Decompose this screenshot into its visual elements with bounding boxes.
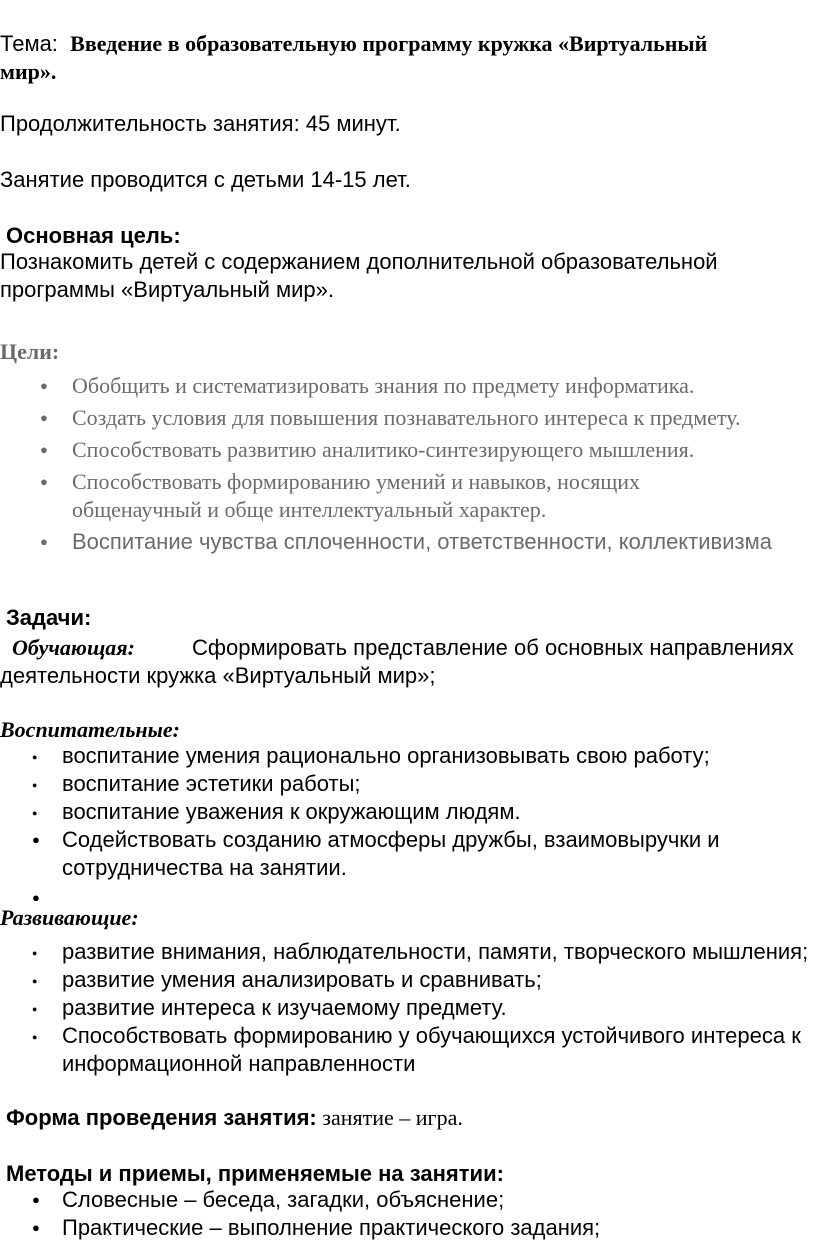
goal-item: Способствовать формированию умений и навыков, носящих [72, 469, 641, 494]
developing-item: развитие внимания, наблюдательности, памяти, творческого мышления; [62, 939, 809, 964]
developing-item: развитие интереса к изучаемому предмету. [62, 995, 507, 1020]
developing-item-cont: информационной направленности [62, 1051, 416, 1076]
tasks-heading: Задачи: [6, 605, 92, 630]
upbringing-item: Содействовать созданию атмосферы дружбы, взаимовыручки и [62, 827, 720, 852]
main-goal-line2: программы «Виртуальный мир». [0, 277, 334, 302]
bullet-icon [40, 372, 48, 403]
method-item: Практические – выполнение практического задания; [62, 1215, 601, 1240]
upbringing-item-cont: сотрудничества на занятии. [62, 855, 347, 880]
goal-item: Создать условия для повышения познавательного интереса к предмету. [72, 405, 741, 430]
developing-label: Развивающие: [0, 905, 139, 930]
methods-heading: Методы и приемы, применяемые на занятии: [6, 1161, 504, 1186]
main-goal-line1: Познакомить детей с содержанием дополнительной образовательной [0, 249, 718, 274]
bullet-icon [40, 404, 48, 435]
goal-item: Способствовать развитию аналитико-синтезирующего мышления. [72, 437, 695, 462]
goals-heading: Цели: [0, 339, 60, 364]
audience-text: Занятие проводится с детьми 14-15 лет. [0, 167, 411, 192]
educational-text: Сформировать представление об основных направлениях [192, 635, 794, 660]
bullet-icon [32, 1214, 40, 1245]
upbringing-label: Воспитательные: [0, 717, 180, 742]
topic-title-cont: мир». [0, 59, 57, 84]
bullet-icon [32, 1022, 37, 1054]
form-label: Форма проведения занятия: [6, 1105, 317, 1130]
upbringing-item: воспитание уважения к окружающим людям. [62, 799, 521, 824]
topic-line [0, 30, 707, 58]
developing-item: Способствовать формированию у обучающихся устойчивого интереса к [62, 1023, 801, 1048]
topic-title: Введение в образовательную программу кружка «Виртуальный [70, 31, 708, 56]
educational-line [12, 634, 135, 662]
goal-item: Воспитание чувства сплоченности, ответственности, коллективизма [72, 529, 772, 554]
method-item: Словесные – беседа, загадки, объяснение; [62, 1187, 505, 1212]
main-goal-heading: Основная цель: [6, 223, 181, 248]
bullet-icon [32, 1186, 40, 1217]
goal-item-cont: общенаучный и обще интеллектуальный характер. [72, 497, 547, 522]
upbringing-item: воспитание эстетики работы; [62, 771, 361, 796]
upbringing-item: воспитание умения рационально организовывать свою работу; [62, 743, 710, 768]
bullet-icon [40, 468, 48, 499]
form-value: занятие – игра. [322, 1105, 463, 1130]
educational-text-cont: деятельности кружка «Виртуальный мир»; [0, 663, 436, 688]
duration-text: Продолжительность занятия: 45 минут. [0, 111, 401, 136]
educational-label: Обучающая: [12, 635, 135, 660]
developing-item: развитие умения анализировать и сравнивать; [62, 967, 542, 992]
topic-label: Тема: [0, 31, 58, 56]
goal-item: Обобщить и систематизировать знания по предмету информатика. [72, 373, 695, 398]
bullet-icon [40, 528, 48, 559]
form-line [6, 1104, 463, 1132]
bullet-icon [40, 436, 48, 467]
bullet-icon [32, 826, 40, 857]
